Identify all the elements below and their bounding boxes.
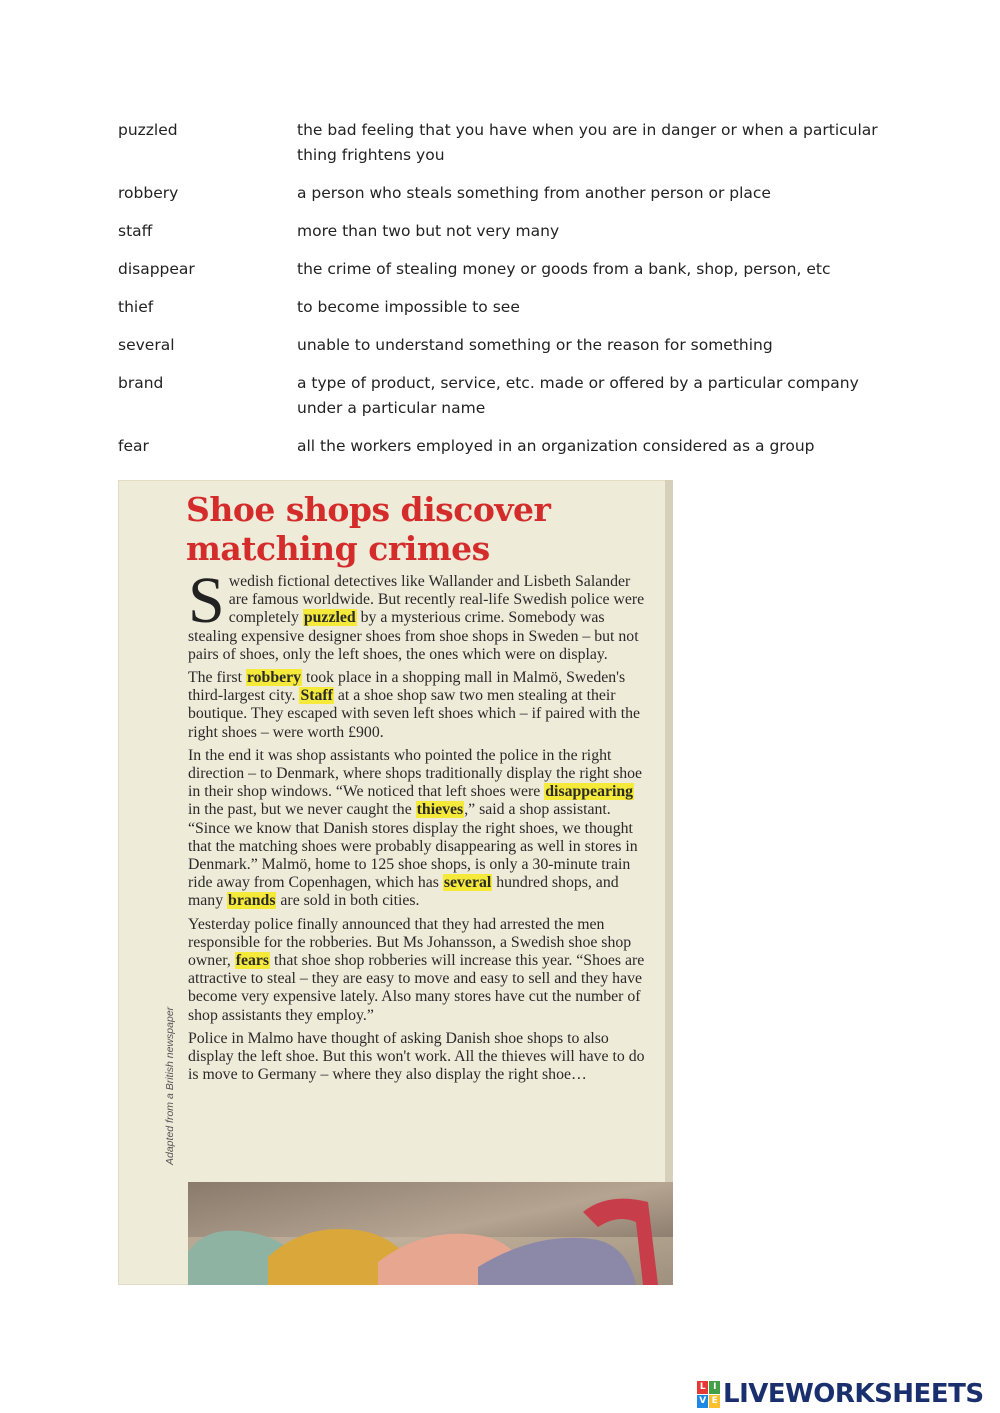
paragraph-2 (188, 669, 650, 742)
logo-square: I (709, 1381, 720, 1394)
paragraph-4 (188, 916, 650, 1025)
highlight-brands: brands (228, 892, 276, 910)
vocab-word: thief (118, 298, 154, 316)
vocab-word: fear (118, 437, 149, 455)
vocab-definition: the crime of stealing money or goods from a bank, shop, person, etc (297, 260, 831, 278)
vocab-word: robbery (118, 184, 179, 202)
vocab-row (118, 371, 888, 421)
vocab-definition: all the workers employed in an organization considered as a group (297, 437, 815, 455)
highlight-several: several (443, 874, 492, 892)
highlight-fears: fears (235, 952, 270, 970)
vocab-definition: the bad feeling that you have when you are in danger or when a particular thing frightens you (297, 121, 878, 164)
vocabulary-list (118, 118, 888, 472)
title-line-2: matching crimes (186, 529, 490, 568)
text-run: are sold in both cities. (276, 892, 420, 910)
logo-text: LIVEWORKSHEETS (723, 1379, 984, 1409)
vocab-word: brand (118, 374, 164, 392)
text-run: hundred shops, and many (188, 874, 619, 910)
text-run: at a shoe shop saw two men stealing at their boutique. They escaped with seven left shoes which – if paired with the right shoes – were worth £900. (188, 687, 640, 741)
text-run: Police in Malmo have thought of asking Danish shoe shops to also display the left shoe. But this won't work. All the thieves will have to do is move to Germany – where they also display the right shoe… (188, 1029, 645, 1084)
text-run: In the end it was shop assistants who pointed the police in the right direction – to Denmark, where shops traditionally display the right shoe in their shop windows. “We noticed that left shoes were (188, 746, 643, 801)
highlight-robbery: robbery (246, 669, 302, 687)
highlight-puzzled: puzzled (303, 609, 356, 627)
text-run: The first (188, 669, 246, 687)
vocab-definition: to become impossible to see (297, 298, 520, 316)
logo-square: L (697, 1381, 708, 1394)
text-run: Yesterday police finally announced that they had arrested the men responsible for the robberies. But Ms Johansson, a Swedish shoe shop owner, (188, 915, 632, 970)
source-note: Adapted from a British newspaper (164, 1006, 176, 1165)
newspaper-article (118, 480, 673, 1285)
vocab-definition: a person who steals something from another person or place (297, 184, 771, 202)
vocab-row (118, 295, 888, 320)
highlight-thieves: thieves (416, 801, 464, 819)
vocab-word: disappear (118, 260, 195, 278)
vocab-definition: a type of product, service, etc. made or offered by a particular company under a particular name (297, 374, 859, 417)
vocab-definition: more than two but not very many (297, 222, 560, 240)
vocab-row (118, 219, 888, 244)
liveworksheets-logo (697, 1379, 984, 1409)
logo-square: E (709, 1395, 720, 1408)
text-run: wedish fictional detectives like Wallander and Lisbeth Salander are famous worldwide. But recently real-life Swedish police were completely (228, 573, 645, 627)
text-run: by a mysterious crime. Somebody was stealing expensive designer shoes from shoe shops in Sweden – but not pairs of shoes, only the left shoes, the ones which were on display. (188, 609, 639, 663)
paragraph-3 (188, 747, 650, 911)
article-title (186, 490, 656, 568)
drop-cap: S (188, 564, 225, 637)
text-run: ,” said a shop assistant. “Since we know that Danish stores display the right shoes, we thought that the matching shoes were probably disappearing as well in stores in Denmark.” Malmö, home to 125 shoe shops, is only a 30-minute train ride away from Copenhagen, which has (188, 801, 638, 892)
logo-square: V (697, 1395, 708, 1408)
vocab-row (118, 257, 888, 282)
page-edge-shadow (665, 480, 673, 1285)
highlight-disappearing: disappearing (545, 783, 634, 801)
vocab-row (118, 118, 888, 168)
text-run: in the past, but we never caught the (188, 801, 416, 819)
vocab-row (118, 333, 888, 358)
highlight-staff: Staff (300, 687, 333, 705)
text-run: that shoe shop robberies will increase this year. “Shoes are attractive to steal – they are easy to move and easy to sell and they have become very expensive lately. Also many stores have cut the number of shop assistants they employ.” (188, 952, 645, 1024)
title-line-1: Shoe shops discover (186, 490, 551, 529)
vocab-word: staff (118, 222, 153, 240)
vocab-definition: unable to understand something or the reason for something (297, 336, 773, 354)
vocab-word: puzzled (118, 121, 178, 139)
logo-mark-icon (697, 1381, 720, 1408)
vocab-word: several (118, 336, 175, 354)
paragraph-5 (188, 1030, 650, 1085)
vocab-row (118, 434, 888, 459)
vocab-row (118, 181, 888, 206)
paragraph-1 (188, 564, 650, 664)
text-run: took place in a shopping mall in Malmö, Sweden's third-largest city. (188, 669, 626, 705)
shoes-photo (188, 1182, 673, 1285)
article-body (188, 564, 650, 1089)
